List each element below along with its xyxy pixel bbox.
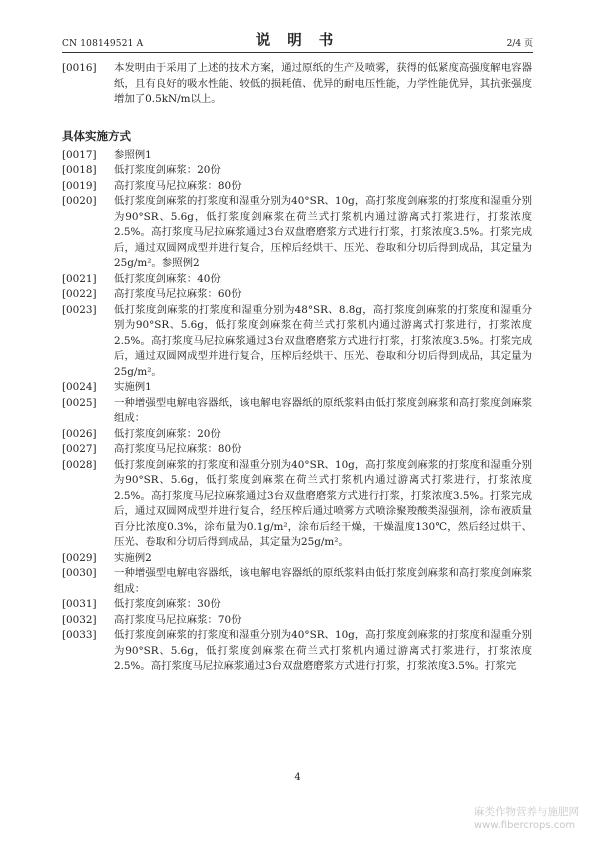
paragraph-number: [0019] xyxy=(62,179,97,192)
paragraph xyxy=(62,148,532,164)
paragraph-number: [0032] xyxy=(62,613,97,626)
paragraph xyxy=(62,442,532,458)
paragraph-text: 低打浆度剑麻浆的打浆度和湿重分别为48°SR、8.8g，高打浆度剑麻浆的打浆度和湿重分别为90°SR、5.6g，低打浆度剑麻浆在荷兰式打浆机内通过游离式打浆进行，打浆浓度2.5%。高打浆度马尼拉麻浆通过3台双盘磨磨浆方式进行打浆，打浆浓度3.5%。打浆完成后，通过双圆网成型并进行复合，压榨后经烘干、压光、卷取和分切后得到成品，其定量为25g/m²。 xyxy=(114,303,532,378)
document-body xyxy=(62,61,532,675)
paragraph-text: 低打浆度剑麻浆：40份 xyxy=(114,272,221,285)
paragraph-number: [0021] xyxy=(62,272,97,285)
paragraph-number: [0027] xyxy=(62,443,97,455)
paragraph-number: [0016] xyxy=(62,62,97,74)
page-header xyxy=(62,30,533,53)
paragraph-number: [0022] xyxy=(62,288,97,300)
paragraph xyxy=(62,303,532,381)
paragraph-text: 高打浆度马尼拉麻浆：60份 xyxy=(114,288,242,300)
paragraph-text: 实施例1 xyxy=(114,381,152,393)
paragraph xyxy=(62,194,532,272)
paragraph xyxy=(62,396,532,427)
document-number: CN 108149521 A xyxy=(62,39,144,49)
paragraph-number: [0031] xyxy=(62,598,97,610)
paragraph-text: 高打浆度马尼拉麻浆：80份 xyxy=(114,179,242,192)
watermark-url: www.fibercrops.com xyxy=(474,820,576,831)
paragraph xyxy=(62,272,532,288)
paragraph xyxy=(62,566,532,597)
paragraph-text: 低打浆度剑麻浆：20份 xyxy=(114,427,221,440)
paragraph-number: [0017] xyxy=(62,148,97,161)
paragraph xyxy=(62,287,532,303)
paragraph-text: 高打浆度马尼拉麻浆：70份 xyxy=(114,613,242,626)
page-indicator: 2/4 页 xyxy=(506,39,533,49)
paragraph xyxy=(62,179,532,195)
paragraph-text: 参照例1 xyxy=(114,148,152,161)
paragraph-text: 低打浆度剑麻浆：20份 xyxy=(114,164,221,176)
paragraph xyxy=(62,163,532,179)
paragraph-number: [0023] xyxy=(62,303,97,316)
paragraph-number: [0026] xyxy=(62,427,97,440)
section-title: 具体实施方式 xyxy=(62,128,131,143)
paragraph-text: 一种增强型电解电容器纸，该电解电容器纸的原纸浆料由低打浆度剑麻浆和高打浆度剑麻浆组成： xyxy=(114,396,532,424)
watermark-title: 麻类作物营养与施肥网 xyxy=(474,806,579,818)
paragraph xyxy=(62,628,532,675)
paragraph-text: 低打浆度剑麻浆的打浆度和湿重分别为40°SR、10g，高打浆度剑麻浆的打浆度和湿重分别为90°SR、5.6g，低打浆度剑麻浆在荷兰式打浆机内通过游离式打浆进行，打浆浓度2.5%。高打浆度马尼拉麻浆通过3台双盘磨磨浆方式进行打浆，打浆浓度3.5%。打浆完成后，通过双圆网成型并进行复合，经压榨后通过喷雾方式喷涂聚羧酸类湿强剂，涂布液质量百分比浓度0.3%，涂布量为0.1g/m²，涂布后经干燥，干燥温度130℃，然后经过烘干、压光、卷取和分切后得到成品，其定量为25g/m²。 xyxy=(114,458,532,548)
paragraph xyxy=(62,597,532,613)
paragraph-number: [0033] xyxy=(62,629,97,641)
paragraph xyxy=(62,61,532,108)
paragraph xyxy=(62,551,532,567)
paragraph-text: 实施例2 xyxy=(114,551,152,564)
watermark xyxy=(474,806,579,832)
paragraph-text: 高打浆度马尼拉麻浆：80份 xyxy=(114,443,242,455)
paragraph xyxy=(62,613,532,629)
paragraph xyxy=(62,458,532,551)
paragraph-number: [0018] xyxy=(62,164,97,176)
paragraph-text: 低打浆度剑麻浆的打浆度和湿重分别为40°SR、10g，高打浆度剑麻浆的打浆度和湿重分别为90°SR、5.6g，低打浆度剑麻浆在荷兰式打浆机内通过游离式打浆进行，打浆浓度2.5%。高打浆度马尼拉麻浆通过3台双盘磨磨浆方式进行打浆，打浆浓度3.5%。打浆完成后，通过双圆网成型并进行复合，压榨后经烘干、压光、卷取和分切后得到成品，其定量为25g/m²。参照例2 xyxy=(114,195,532,269)
paragraph-list xyxy=(62,148,532,675)
paragraph-text: 本发明由于采用了上述的技术方案，通过原纸的生产及喷雾，获得的低紧度高强度解电容器纸，且有良好的吸水性能、较低的损耗值、优异的耐电压性能，力学性能优异，其抗张强度增加了0.5kN/m以上。 xyxy=(114,62,532,105)
paragraph-text: 低打浆度剑麻浆的打浆度和湿重分别为40°SR、10g，高打浆度剑麻浆的打浆度和湿重分别为90°SR、5.6g，低打浆度剑麻浆在荷兰式打浆机内通过游离式打浆进行，打浆浓度2.5%。高打浆度马尼拉麻浆通过3台双盘磨磨浆方式进行打浆，打浆浓度3.5%。打浆完 xyxy=(114,629,532,672)
paragraph-number: [0030] xyxy=(62,567,97,579)
paragraph-number: [0020] xyxy=(62,195,97,207)
paragraph-number: [0028] xyxy=(62,458,97,471)
document-title: 说 明 书 xyxy=(255,32,340,49)
paragraph-text: 一种增强型电解电容器纸，该电解电容器纸的原纸浆料由低打浆度剑麻浆和高打浆度剑麻浆组成： xyxy=(114,567,532,595)
paragraph-number: [0024] xyxy=(62,381,97,393)
page-number: 4 xyxy=(294,772,301,783)
paragraph-number: [0025] xyxy=(62,396,97,409)
paragraph-number: [0029] xyxy=(62,551,97,564)
paragraph xyxy=(62,380,532,396)
paragraph xyxy=(62,427,532,443)
paragraph-text: 低打浆度剑麻浆：30份 xyxy=(114,598,221,610)
